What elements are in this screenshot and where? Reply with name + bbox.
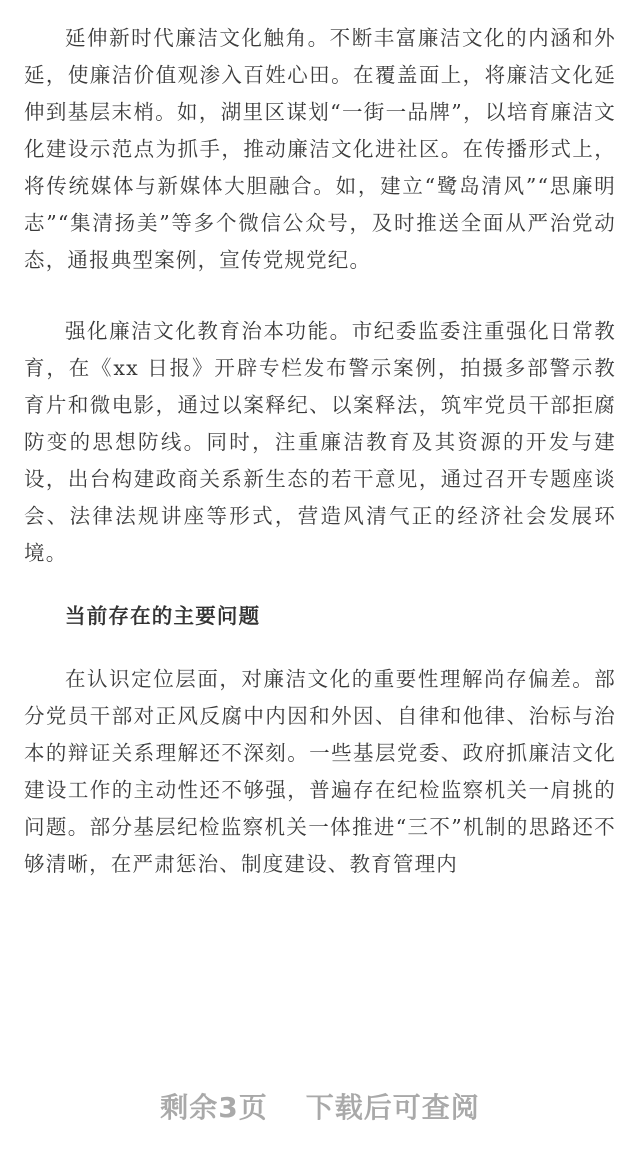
remaining-pages-label: 剩余3页: [160, 1091, 268, 1124]
download-to-view-label: 下载后可查阅: [305, 1091, 480, 1124]
paragraph-existing-problems: 在认识定位层面，对廉洁文化的重要性理解尚存偏差。部分党员干部对正风反腐中内因和外因、自律和他律、治标与治本的辩证关系理解还不深刻。一些基层党委、政府抓廉洁文化建设工作的主动性还不够强，普遍存在纪检监察机关一肩挑的问题。部分基层纪检监察机关一体推进“三不”机制的思路还不够清晰，在严肃惩治、制度建设、教育管理内: [24, 667, 616, 876]
download-prompt[interactable]: [0, 1086, 640, 1126]
document-body: [24, 20, 616, 883]
paragraph-cultural-reach: 延伸新时代廉洁文化触角。不断丰富廉洁文化的内涵和外延，使廉洁价值观渗入百姓心田。在覆盖面上，将廉洁文化延伸到基层末梢。如，湖里区谋划“一街一品牌”，以培育廉洁文化建设示范点为抓手，推动廉洁文化进社区。在传播形式上，将传统媒体与新媒体大胆融合。如，建立“鹭岛清风”“思廉明志”“集清扬美”等多个微信公众号，及时推送全面从严治党动态，通报典型案例，宣传党规党纪。: [24, 26, 616, 272]
section-heading: 当前存在的主要问题: [65, 604, 261, 628]
paragraph-education-function: 强化廉洁文化教育治本功能。市纪委监委注重强化日常教育，在《xx 日报》开辟专栏发布警示案例，拍摄多部警示教育片和微电影，通过以案释纪、以案释法，筑牢党员干部拒腐防变的思想防线。同时，注重廉洁教育及其资源的开发与建设，出台构建政商关系新生态的若干意见，通过召开专题座谈会、法律法规讲座等形式，营造风清气正的经济社会发展环境。: [24, 319, 616, 565]
